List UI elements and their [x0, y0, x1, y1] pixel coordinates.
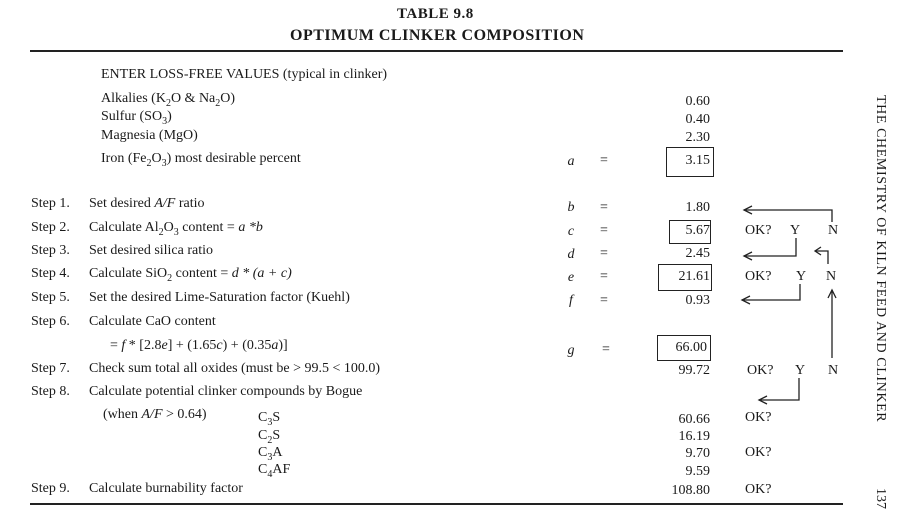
- var-c: c: [567, 224, 575, 239]
- step-4-no: N: [826, 269, 837, 284]
- iron-label: Iron $(Fe_2O_3)$ most desirable percent: [101, 151, 301, 169]
- step-2-yes: Y: [790, 223, 801, 238]
- eq-c: =: [600, 223, 608, 238]
- step-3-value: 2.45: [685, 246, 710, 261]
- table-title: OPTIMUM CLINKER COMPOSITION: [290, 27, 585, 44]
- step-4-yes: Y: [796, 269, 807, 284]
- var-a: a: [567, 154, 575, 169]
- var-b: b: [567, 200, 575, 215]
- c4af-value: 9.59: [685, 464, 710, 479]
- compound-c2s: $C_2S$: [258, 428, 281, 446]
- step-2-label: Step 2.: [31, 220, 70, 235]
- step-8-text: Calculate potential clinker compounds by Bogue: [89, 384, 363, 399]
- step-7-value: 99.72: [678, 363, 710, 378]
- sulfur-value: 0.40: [685, 112, 710, 127]
- eq-b: =: [600, 200, 608, 215]
- c3a-ok: OK?: [745, 445, 772, 460]
- step-8-label: Step 8.: [31, 384, 70, 399]
- iron-value: 3.15: [685, 153, 710, 168]
- step-4-value: 21.61: [678, 269, 710, 284]
- step-1-value: 1.80: [685, 200, 710, 215]
- var-g: g: [567, 343, 575, 358]
- magnesia-label: Magnesia (MgO): [101, 128, 198, 143]
- step-9-ok: OK?: [745, 482, 772, 497]
- sulfur-label: Sulfur $(SO_3)$: [101, 109, 172, 127]
- step-3-text: Set desired silica ratio: [89, 243, 214, 258]
- step-9-label: Step 9.: [31, 481, 70, 496]
- step-1-label: Step 1.: [31, 196, 70, 211]
- step-2-value: 5.67: [685, 223, 710, 238]
- side-title: THE CHEMISTRY OF KILN FEED AND CLINKER: [873, 95, 888, 423]
- c3a-value: 9.70: [685, 446, 710, 461]
- step-9-text: Calculate burnability factor: [89, 481, 243, 496]
- step-7-label: Step 7.: [31, 361, 70, 376]
- page-number: 137: [873, 488, 888, 509]
- eq-g: =: [602, 342, 610, 357]
- magnesia-value: 2.30: [685, 130, 710, 145]
- step-6-text: Calculate CaO content: [89, 314, 216, 329]
- arrow-y-to-step-3: [744, 238, 796, 256]
- compound-c3s: $C_3S$: [258, 410, 281, 428]
- eq-f: =: [600, 293, 608, 308]
- alkalies-value: 0.60: [685, 94, 710, 109]
- eq-d: =: [600, 246, 608, 261]
- table-number: TABLE 9.8: [397, 6, 474, 22]
- step-4-ok: OK?: [745, 269, 772, 284]
- arrow-n-to-step-1: [744, 210, 832, 222]
- step-4-label: Step 4.: [31, 266, 70, 281]
- alkalies-label: Alkalies ($K_2O$ & $Na_2O$): [101, 91, 236, 109]
- step-7-ok: OK?: [747, 363, 774, 378]
- arrow-y-to-step-5: [742, 284, 800, 300]
- step-2-no: N: [828, 223, 839, 238]
- compound-c4af: $C_4AF$: [258, 462, 291, 480]
- var-d: d: [567, 247, 575, 262]
- step-7-no: N: [828, 363, 839, 378]
- step-7-yes: Y: [795, 363, 806, 378]
- step-5-text: Set the desired Lime-Saturation factor (Kuehl): [89, 290, 350, 305]
- eq-e: =: [600, 269, 608, 284]
- step-5-value: 0.93: [685, 293, 710, 308]
- step-2-text: Calculate $Al_2O_3$ content = a *b: [89, 220, 263, 238]
- var-f: f: [569, 293, 573, 308]
- step-9-value: 108.80: [671, 483, 710, 498]
- c3s-ok: OK?: [745, 410, 772, 425]
- compound-c3a: $C_3A$: [258, 445, 283, 463]
- var-e: e: [567, 270, 575, 285]
- step-6-value: 66.00: [675, 340, 707, 355]
- eq-a: =: [600, 153, 608, 168]
- step-6-label: Step 6.: [31, 314, 70, 329]
- c2s-value: 16.19: [678, 429, 710, 444]
- step-1-text: Set desired A/F ratio: [89, 196, 205, 211]
- loss-free-heading: ENTER LOSS-FREE VALUES (typical in clinker): [101, 67, 388, 82]
- cao-formula: = f * [2.8e] + (1.65c) + (0.35a)]: [110, 338, 288, 353]
- step-3-label: Step 3.: [31, 243, 70, 258]
- step-5-label: Step 5.: [31, 290, 70, 305]
- step-7-text: Check sum total all oxides (must be > 99.5 < 100.0): [89, 361, 381, 376]
- c3s-value: 60.66: [678, 412, 710, 427]
- bogue-condition: (when A/F > 0.64): [103, 407, 207, 422]
- step-4-text: Calculate SiO$_2$ content = d * (a + c): [89, 266, 292, 284]
- step-2-ok: OK?: [745, 223, 772, 238]
